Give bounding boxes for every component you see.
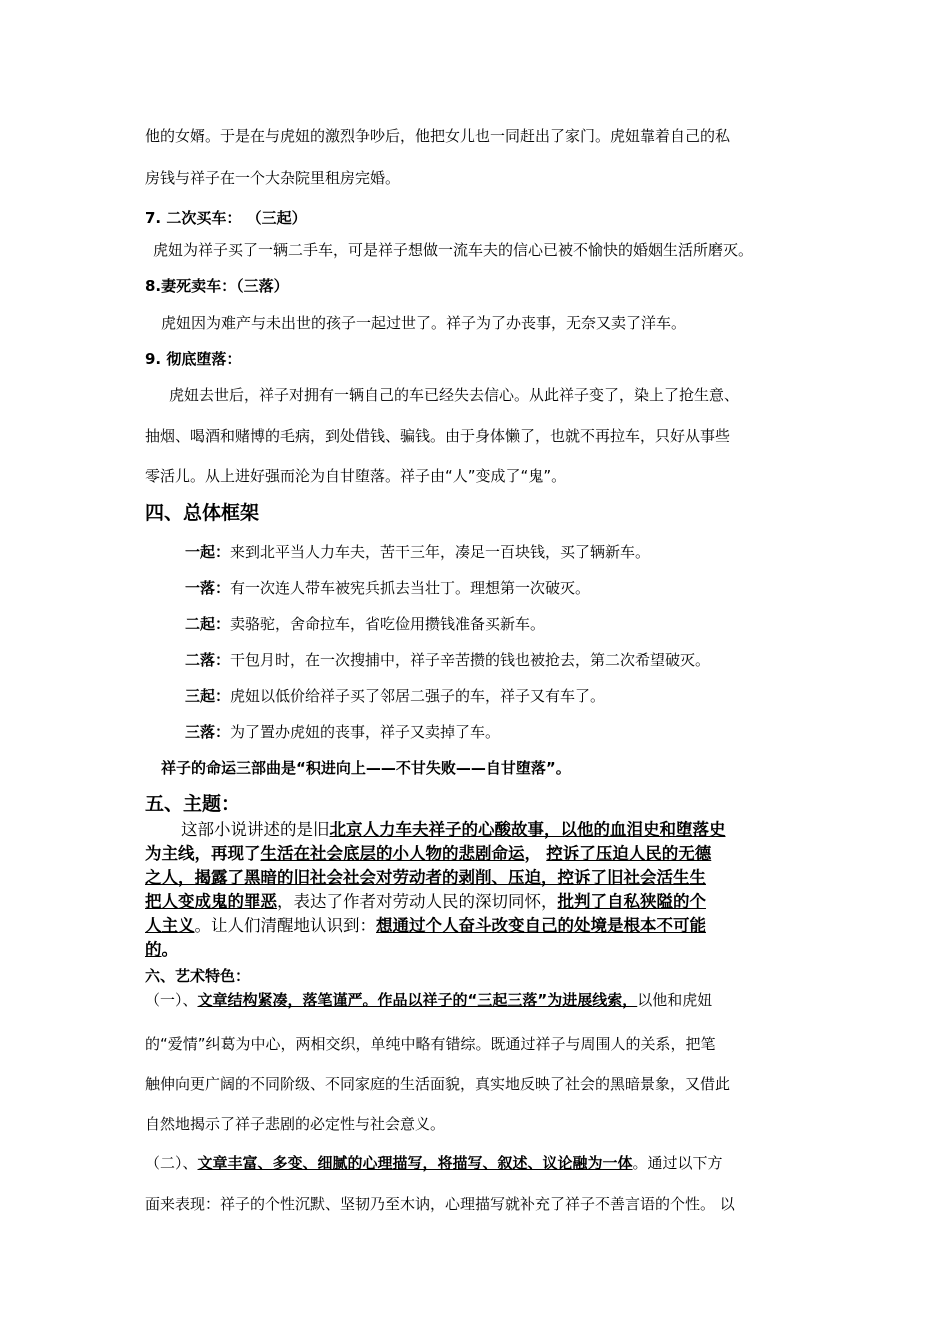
text-run: 。通过以下方 <box>632 1154 723 1172</box>
paragraph-line: 自然地揭示了祥子悲剧的必定性与社会意义。 <box>145 1115 446 1133</box>
framework-item-text: 卖骆驼，舍命拉车，省吃俭用攒钱准备买新车。 <box>230 615 546 633</box>
framework-item <box>185 578 590 598</box>
paragraph-line: 零活儿。从上进好强而沦为自甘堕落。祥子由“人”变成了“鬼”。 <box>145 467 567 485</box>
text-run: 文章丰富、多变、细腻的心理描写，将描写、叙述、议论融为一体 <box>197 1154 633 1172</box>
text-run: ，再现了 <box>194 844 261 863</box>
section-7-title: 7. 二次买车： （三起） <box>145 209 307 227</box>
theme-line <box>181 819 726 841</box>
text-run: 人主义 <box>145 916 195 935</box>
framework-item-label: 二起： <box>185 615 231 633</box>
theme-line <box>145 867 706 889</box>
paragraph-line: 虎妞去世后，祥子对拥有一辆自己的车已经失去信心。从此祥子变了，染上了抢生意、 <box>169 386 740 404</box>
text-run: ，表达了作者对劳动人民的深切同怀， <box>277 892 558 911</box>
framework-item-label: 二落： <box>185 651 231 669</box>
text-run: 文章结构紧凑，落笔谨严。作品以祥子的“三起三落”为进展线索， <box>197 991 638 1009</box>
text-run: 想通过个人奋斗改变自己的处境是根本不可能 <box>376 916 706 935</box>
text-run: 批判了自私狭隘的个 <box>557 892 706 911</box>
theme-line <box>145 939 178 961</box>
text-run: 这部小说讲述的是旧 <box>181 820 330 839</box>
framework-item-label: 三起： <box>185 687 231 705</box>
framework-item-text: 虎妞以低价给祥子买了邻居二强子的车，祥子又有车了。 <box>230 687 606 705</box>
paragraph-line: 抽烟、喝酒和赌博的毛病，到处借钱、骗钱。由于身体懒了，也就不再拉车，只好从事些 <box>145 427 731 445</box>
art-line <box>145 990 712 1010</box>
theme-line <box>145 891 706 913</box>
framework-item <box>185 614 545 634</box>
section-7-text: 虎妞为祥子买了一辆二手车，可是祥子想做一流车夫的信心已被不愉快的婚姻生活所磨灭。 <box>153 241 754 259</box>
framework-item <box>185 542 650 562</box>
framework-item-text: 来到北平当人力车夫，苦干三年，凑足一百块钱，买了辆新车。 <box>230 543 651 561</box>
framework-item <box>185 650 710 670</box>
paragraph-line: 触伸向更广阔的不同阶级、不同家庭的生活面貌，真实地反映了社会的黑暗景象，又借此 <box>145 1075 731 1093</box>
text-run: 以他和虎妞 <box>637 991 713 1009</box>
framework-item-text: 干包月时，在一次搜捕中，祥子辛苦攒的钱也被抢去，第二次希望破灭。 <box>230 651 711 669</box>
heading-theme: 五、主题： <box>145 793 241 815</box>
theme-line <box>145 843 711 865</box>
text-run: 生活在社会底层的小人物的悲剧命运 <box>260 844 525 863</box>
paragraph-line: 房钱与祥子在一个大杂院里租房完婚。 <box>145 169 401 187</box>
text-run: 的 <box>145 940 162 959</box>
text-run: 控诉了压迫人民的无德 <box>546 844 712 863</box>
text-run: 北京人力车夫祥子的心酸故事，以他的血泪史和堕落史 <box>329 820 726 839</box>
art-line <box>145 1153 723 1173</box>
paragraph-line: 他的女婿。于是在与虎妞的激烈争吵后，他把女儿也一同赶出了家门。虎妞靠着自己的私 <box>145 127 731 145</box>
framework-item-label: 一落： <box>185 579 231 597</box>
text-run: 。让人们清醒地认识到： <box>194 916 376 935</box>
section-8-text: 虎妞因为难产与未出世的孩子一起过世了。祥子为了办丧事，无奈又卖了洋车。 <box>161 314 687 332</box>
framework-item <box>185 722 500 742</box>
framework-item-text: 有一次连人带车被宪兵抓去当壮丁。理想第一次破灭。 <box>230 579 591 597</box>
theme-line <box>145 915 706 937</box>
section-9-title: 9. 彻底堕落： <box>145 350 242 368</box>
framework-item <box>185 686 605 706</box>
text-run: 把人变成鬼的罪恶 <box>145 892 277 911</box>
paragraph-line: 面来表现：祥子的个性沉默、坚韧乃至木讷，心理描写就补充了祥子不善言语的个性。 以 <box>145 1195 735 1213</box>
text-run: 。 <box>161 940 178 959</box>
text-run: 之人，揭露了黑暗的旧社会社会对劳动者的剥削、压迫，控诉了旧社会活生生 <box>145 868 706 887</box>
framework-item-label: 一起： <box>185 543 231 561</box>
framework-item-text: 为了置办虎妞的丧事，祥子又卖掉了车。 <box>230 723 501 741</box>
framework-summary: 祥子的命运三部曲是“积进向上——不甘失败——自甘堕落”。 <box>161 759 571 777</box>
heading-art: 六、艺术特色： <box>145 967 251 985</box>
text-run: 为主线 <box>145 844 195 863</box>
text-run: （一）、 <box>145 991 198 1009</box>
section-8-title: 8.妻死卖车：（三落） <box>145 277 289 295</box>
paragraph-line: 的“爱情”纠葛为中心，两相交织，单纯中略有错综。既通过祥子与周围人的关系，把笔 <box>145 1035 716 1053</box>
heading-framework: 四、总体框架 <box>145 502 260 524</box>
framework-item-label: 三落： <box>185 723 231 741</box>
text-run: （二）、 <box>145 1154 198 1172</box>
text-run: ， <box>524 844 541 863</box>
